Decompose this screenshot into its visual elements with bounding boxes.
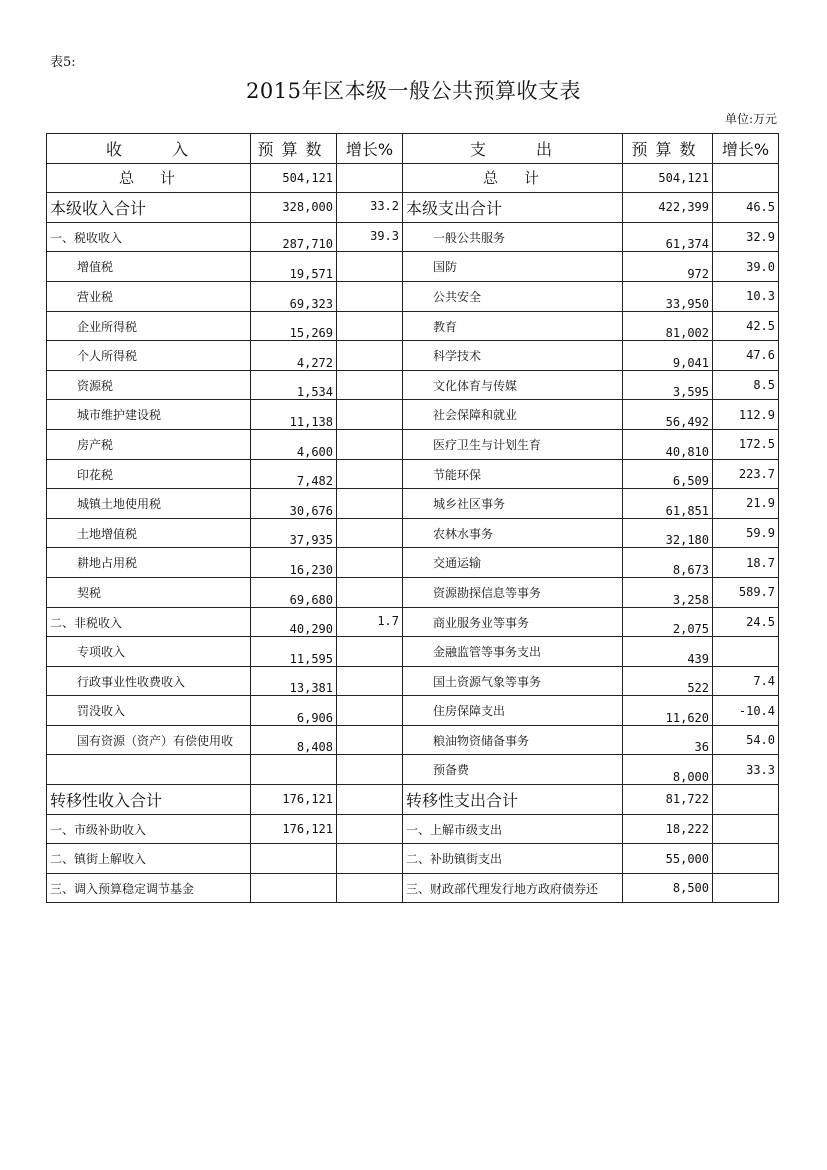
expenditure-item-name: 公共安全 xyxy=(403,281,623,311)
income-item-growth xyxy=(337,459,403,489)
expenditure-item-budget: 81,722 xyxy=(623,785,713,815)
grand-total-row xyxy=(47,163,779,193)
expenditure-item-budget: 61,374 xyxy=(623,222,713,252)
expenditure-item-growth: 7.4 xyxy=(713,666,779,696)
expenditure-item-growth: 21.9 xyxy=(713,489,779,519)
expenditure-item-budget: 522 xyxy=(623,666,713,696)
income-item-growth xyxy=(337,814,403,844)
expenditure-item-name: 国防 xyxy=(403,252,623,282)
expenditure-budget-header: 预算数 xyxy=(623,134,713,164)
budget-table xyxy=(46,133,779,903)
unit-label: 单位:万元 xyxy=(724,112,777,126)
expenditure-item-growth xyxy=(713,814,779,844)
income-grand-total-value: 504,121 xyxy=(251,163,337,193)
income-item-budget: 328,000 xyxy=(251,193,337,223)
expenditure-item-growth xyxy=(713,785,779,815)
income-item-budget: 176,121 xyxy=(251,785,337,815)
expenditure-item-growth: 32.9 xyxy=(713,222,779,252)
income-item-budget: 4,600 xyxy=(251,429,337,459)
expenditure-item-name: 预备费 xyxy=(403,755,623,785)
income-item-growth xyxy=(337,429,403,459)
table-row xyxy=(47,400,779,430)
expenditure-header: 支出 xyxy=(403,134,623,164)
table-row xyxy=(47,844,779,874)
income-item-growth: 39.3 xyxy=(337,222,403,252)
expenditure-item-growth: -10.4 xyxy=(713,696,779,726)
income-item-name: 房产税 xyxy=(47,429,251,459)
page-title: 2015年区本级一般公共预算收支表 xyxy=(246,79,581,103)
income-item-growth xyxy=(337,637,403,667)
expenditure-item-name: 本级支出合计 xyxy=(403,193,623,223)
income-item-budget xyxy=(251,755,337,785)
expenditure-item-growth: 112.9 xyxy=(713,400,779,430)
income-item-name: 土地增值税 xyxy=(47,518,251,548)
expenditure-item-name: 农林水事务 xyxy=(403,518,623,548)
expenditure-item-name: 粮油物资储备事务 xyxy=(403,725,623,755)
income-item-budget: 30,676 xyxy=(251,489,337,519)
expenditure-item-name: 交通运输 xyxy=(403,548,623,578)
income-item-budget: 287,710 xyxy=(251,222,337,252)
expenditure-item-name: 城乡社区事务 xyxy=(403,489,623,519)
income-item-budget: 69,680 xyxy=(251,577,337,607)
expenditure-item-growth: 172.5 xyxy=(713,429,779,459)
expenditure-item-growth: 59.9 xyxy=(713,518,779,548)
expenditure-item-budget: 40,810 xyxy=(623,429,713,459)
income-item-budget: 1,534 xyxy=(251,370,337,400)
income-item-budget: 40,290 xyxy=(251,607,337,637)
table-row xyxy=(47,607,779,637)
expenditure-item-growth: 10.3 xyxy=(713,281,779,311)
income-item-budget xyxy=(251,873,337,903)
expenditure-item-budget: 11,620 xyxy=(623,696,713,726)
income-item-budget: 15,269 xyxy=(251,311,337,341)
income-item-name: 契税 xyxy=(47,577,251,607)
income-item-name: 本级收入合计 xyxy=(47,193,251,223)
income-item-growth xyxy=(337,577,403,607)
income-item-name: 转移性收入合计 xyxy=(47,785,251,815)
table-row xyxy=(47,518,779,548)
income-header: 收入 xyxy=(47,134,251,164)
expenditure-item-growth: 8.5 xyxy=(713,370,779,400)
table-row xyxy=(47,459,779,489)
expenditure-item-name: 文化体育与传媒 xyxy=(403,370,623,400)
expenditure-item-name: 科学技术 xyxy=(403,341,623,371)
expenditure-item-name: 一般公共服务 xyxy=(403,222,623,252)
income-item-budget xyxy=(251,844,337,874)
table-row xyxy=(47,696,779,726)
table-row xyxy=(47,637,779,667)
income-item-budget: 69,323 xyxy=(251,281,337,311)
expenditure-item-budget: 8,500 xyxy=(623,873,713,903)
income-item-growth xyxy=(337,725,403,755)
expenditure-item-budget: 6,509 xyxy=(623,459,713,489)
income-item-growth xyxy=(337,281,403,311)
table-row xyxy=(47,281,779,311)
table-row xyxy=(47,222,779,252)
expenditure-growth-header: 增长% xyxy=(713,134,779,164)
expenditure-item-name: 节能环保 xyxy=(403,459,623,489)
expenditure-item-growth: 18.7 xyxy=(713,548,779,578)
income-item-name: 资源税 xyxy=(47,370,251,400)
income-item-budget: 16,230 xyxy=(251,548,337,578)
table-row xyxy=(47,252,779,282)
expenditure-item-name: 医疗卫生与计划生育 xyxy=(403,429,623,459)
expenditure-item-growth: 47.6 xyxy=(713,341,779,371)
expenditure-item-name: 商业服务业等事务 xyxy=(403,607,623,637)
income-item-growth xyxy=(337,844,403,874)
income-item-budget: 37,935 xyxy=(251,518,337,548)
table-row xyxy=(47,785,779,815)
income-grand-total-label: 总计 xyxy=(47,163,251,193)
income-item-growth: 1.7 xyxy=(337,607,403,637)
income-item-budget: 19,571 xyxy=(251,252,337,282)
expenditure-item-growth xyxy=(713,873,779,903)
income-item-growth: 33.2 xyxy=(337,193,403,223)
expenditure-item-budget: 18,222 xyxy=(623,814,713,844)
expenditure-item-budget: 36 xyxy=(623,725,713,755)
income-item-growth xyxy=(337,666,403,696)
income-item-growth xyxy=(337,400,403,430)
expenditure-item-budget: 33,950 xyxy=(623,281,713,311)
expenditure-item-name: 二、补助镇街支出 xyxy=(403,844,623,874)
table-row xyxy=(47,489,779,519)
expenditure-item-budget: 972 xyxy=(623,252,713,282)
expenditure-item-name: 社会保障和就业 xyxy=(403,400,623,430)
income-item-name: 国有资源（资产）有偿使用收 xyxy=(47,725,251,755)
income-grand-total-growth xyxy=(337,163,403,193)
expenditure-item-budget: 9,041 xyxy=(623,341,713,371)
expenditure-item-growth: 54.0 xyxy=(713,725,779,755)
expenditure-item-growth xyxy=(713,844,779,874)
income-item-budget: 7,482 xyxy=(251,459,337,489)
income-item-name: 增值税 xyxy=(47,252,251,282)
income-item-budget: 8,408 xyxy=(251,725,337,755)
table-row xyxy=(47,429,779,459)
income-item-name: 个人所得税 xyxy=(47,341,251,371)
expenditure-item-name: 三、财政部代理发行地方政府债券还 xyxy=(403,873,623,903)
income-item-budget: 13,381 xyxy=(251,666,337,696)
table-row xyxy=(47,814,779,844)
expenditure-item-budget: 8,000 xyxy=(623,755,713,785)
income-item-growth xyxy=(337,548,403,578)
income-item-budget: 6,906 xyxy=(251,696,337,726)
table-label: 表5: xyxy=(50,55,76,70)
expenditure-grand-total-label: 总计 xyxy=(403,163,623,193)
table-row xyxy=(47,311,779,341)
expenditure-item-name: 一、上解市级支出 xyxy=(403,814,623,844)
expenditure-grand-total-value: 504,121 xyxy=(623,163,713,193)
table-row xyxy=(47,666,779,696)
expenditure-item-budget: 2,075 xyxy=(623,607,713,637)
income-item-name: 耕地占用税 xyxy=(47,548,251,578)
table-row xyxy=(47,548,779,578)
income-item-name: 三、调入预算稳定调节基金 xyxy=(47,873,251,903)
expenditure-item-budget: 32,180 xyxy=(623,518,713,548)
income-item-growth xyxy=(337,370,403,400)
income-item-growth xyxy=(337,873,403,903)
expenditure-item-budget: 56,492 xyxy=(623,400,713,430)
header-row xyxy=(47,134,779,164)
income-item-budget: 11,595 xyxy=(251,637,337,667)
table-row xyxy=(47,341,779,371)
expenditure-item-budget: 8,673 xyxy=(623,548,713,578)
table-row xyxy=(47,873,779,903)
income-item-name xyxy=(47,755,251,785)
expenditure-item-budget: 3,595 xyxy=(623,370,713,400)
income-item-name: 营业税 xyxy=(47,281,251,311)
expenditure-item-growth: 223.7 xyxy=(713,459,779,489)
expenditure-item-growth: 24.5 xyxy=(713,607,779,637)
expenditure-grand-total-growth xyxy=(713,163,779,193)
income-budget-header: 预算数 xyxy=(251,134,337,164)
expenditure-item-name: 国土资源气象等事务 xyxy=(403,666,623,696)
expenditure-item-growth: 42.5 xyxy=(713,311,779,341)
expenditure-item-name: 住房保障支出 xyxy=(403,696,623,726)
income-item-name: 企业所得税 xyxy=(47,311,251,341)
table-row xyxy=(47,725,779,755)
table-row xyxy=(47,193,779,223)
income-item-growth xyxy=(337,755,403,785)
expenditure-item-growth: 589.7 xyxy=(713,577,779,607)
income-item-budget: 176,121 xyxy=(251,814,337,844)
income-item-name: 二、镇街上解收入 xyxy=(47,844,251,874)
income-item-growth xyxy=(337,696,403,726)
expenditure-item-growth: 33.3 xyxy=(713,755,779,785)
income-item-growth xyxy=(337,489,403,519)
income-item-budget: 11,138 xyxy=(251,400,337,430)
income-growth-header: 增长% xyxy=(337,134,403,164)
income-item-name: 行政事业性收费收入 xyxy=(47,666,251,696)
table-row xyxy=(47,370,779,400)
income-item-budget: 4,272 xyxy=(251,341,337,371)
income-item-name: 一、市级补助收入 xyxy=(47,814,251,844)
expenditure-item-growth: 39.0 xyxy=(713,252,779,282)
income-item-name: 罚没收入 xyxy=(47,696,251,726)
income-item-name: 城市维护建设税 xyxy=(47,400,251,430)
expenditure-item-budget: 81,002 xyxy=(623,311,713,341)
expenditure-item-budget: 439 xyxy=(623,637,713,667)
income-item-name: 城镇土地使用税 xyxy=(47,489,251,519)
income-item-growth xyxy=(337,341,403,371)
expenditure-item-budget: 3,258 xyxy=(623,577,713,607)
expenditure-item-growth xyxy=(713,637,779,667)
income-item-name: 专项收入 xyxy=(47,637,251,667)
expenditure-item-name: 资源勘探信息等事务 xyxy=(403,577,623,607)
expenditure-item-name: 教育 xyxy=(403,311,623,341)
expenditure-item-budget: 55,000 xyxy=(623,844,713,874)
expenditure-item-growth: 46.5 xyxy=(713,193,779,223)
income-item-growth xyxy=(337,785,403,815)
expenditure-item-name: 金融监管等事务支出 xyxy=(403,637,623,667)
income-item-name: 二、非税收入 xyxy=(47,607,251,637)
income-item-growth xyxy=(337,252,403,282)
income-item-name: 印花税 xyxy=(47,459,251,489)
expenditure-item-budget: 422,399 xyxy=(623,193,713,223)
income-item-growth xyxy=(337,311,403,341)
income-item-name: 一、税收收入 xyxy=(47,222,251,252)
income-item-growth xyxy=(337,518,403,548)
table-row xyxy=(47,755,779,785)
expenditure-item-budget: 61,851 xyxy=(623,489,713,519)
expenditure-item-name: 转移性支出合计 xyxy=(403,785,623,815)
table-row xyxy=(47,577,779,607)
